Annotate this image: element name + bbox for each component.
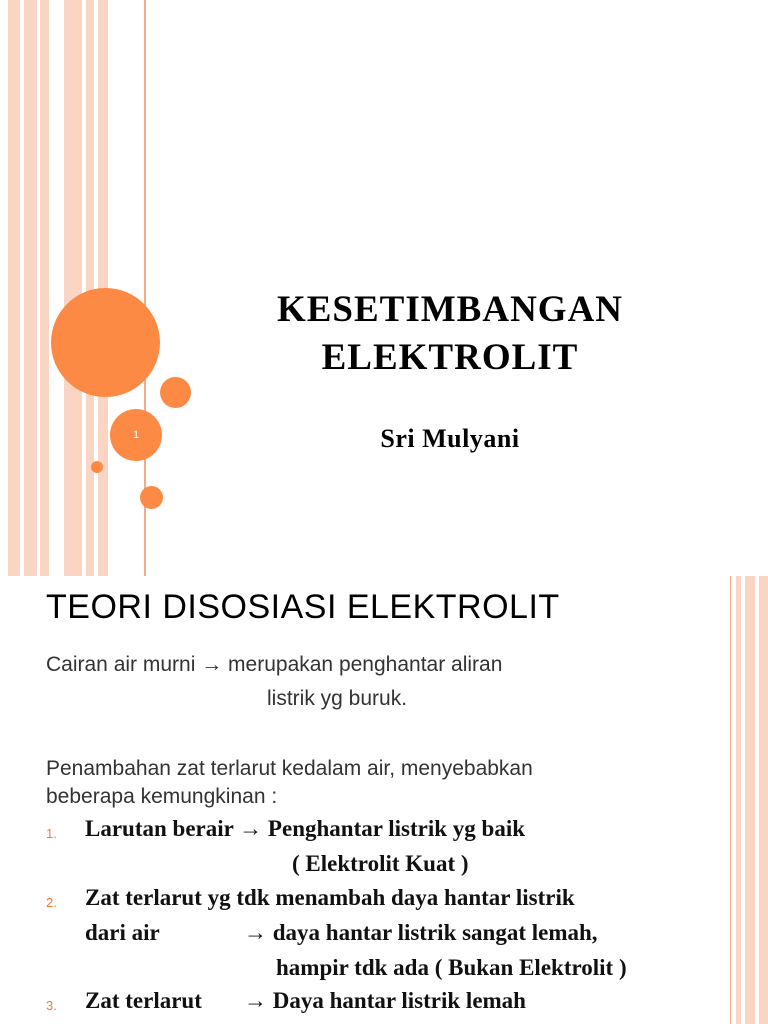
author-name: Sri Mulyani — [380, 424, 520, 453]
list-item-3-line-1b: → Daya hantar listrik lemah — [244, 988, 526, 1013]
list-item-2-line-2a: dari air — [85, 920, 160, 945]
paragraph-line-2: beberapa kemungkinan : — [46, 785, 278, 808]
list-number: 3. — [46, 998, 57, 1013]
decor-circle-large — [51, 288, 160, 397]
decor-stripe — [8, 0, 20, 576]
decor-stripe — [745, 576, 755, 1024]
intro-line-2: listrik yg buruk. — [267, 687, 408, 710]
list-item-1-line-2: ( Elektrolit Kuat ) — [292, 851, 469, 876]
list-number: 2. — [46, 895, 57, 910]
decor-line — [730, 576, 731, 1024]
decor-stripe — [24, 0, 37, 576]
list-item-3-line-1a: Zat terlarut — [85, 988, 202, 1013]
title-line-1: KESETIMBANGAN — [276, 289, 624, 330]
title-line-2: ELEKTROLIT — [321, 337, 579, 378]
paragraph-line-1: Penambahan zat terlarut kedalam air, menyebabkan — [46, 757, 533, 780]
list-item-2-line-2b: → daya hantar listrik sangat lemah, — [244, 920, 598, 945]
list-item-1-line-1: Larutan berair → Penghantar listrik yg baik — [85, 816, 526, 841]
intro-line-1: Cairan air murni → merupakan penghantar aliran — [46, 653, 503, 676]
decor-stripe — [64, 0, 82, 576]
list-number: 1. — [46, 826, 57, 841]
decor-circle-small — [160, 377, 191, 408]
decor-stripe — [40, 0, 49, 576]
decor-circle-dot — [91, 461, 103, 473]
page-number: 1 — [132, 429, 140, 441]
slide-title: TEORI DISOSIASI ELEKTROLIT — [46, 588, 560, 626]
decor-circle-small — [140, 486, 163, 509]
decor-stripe — [86, 0, 94, 576]
decor-stripe — [759, 576, 768, 1024]
decor-stripe — [736, 576, 741, 1024]
content-slide — [0, 576, 768, 1024]
list-item-2-line-3: hampir tdk ada ( Bukan Elektrolit ) — [276, 955, 627, 980]
list-item-2-line-1: Zat terlarut yg tdk menambah daya hantar listrik — [85, 885, 575, 910]
slide-title — [200, 286, 700, 382]
